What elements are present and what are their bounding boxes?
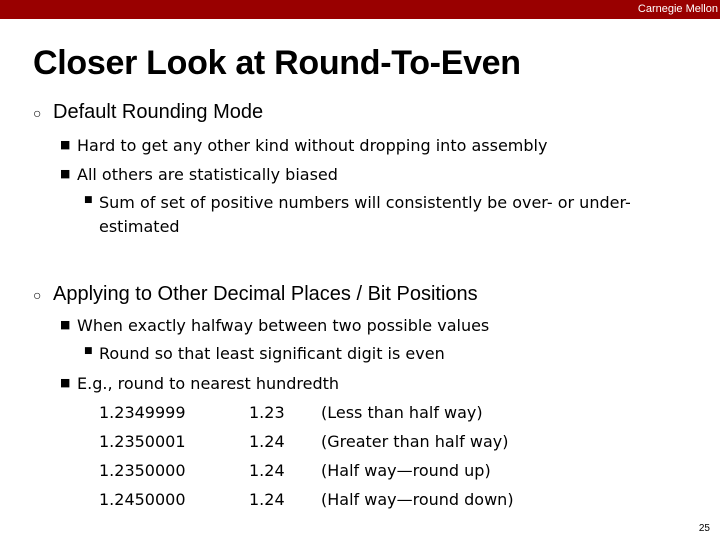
table-cell-note: (Greater than half way) — [321, 432, 509, 451]
hollow-circle-bullet-icon: ○ — [33, 287, 42, 303]
institution-name: Carnegie Mellon — [637, 3, 718, 15]
table-cell-note: (Half way—round up) — [321, 461, 491, 480]
table-cell-rounded: 1.24 — [249, 461, 285, 480]
square-bullet-icon: ■ — [60, 167, 71, 180]
page-number: 25 — [698, 523, 710, 534]
subsubbullet-text: Sum of set of positive numbers will consistently be over- or under-estimated — [99, 193, 631, 236]
subbullet-text: Hard to get any other kind without dropping into assembly — [77, 136, 548, 155]
table-cell-note: (Less than half way) — [321, 403, 483, 422]
subbullet-text: E.g., round to nearest hundredth — [77, 374, 340, 393]
square-bullet-icon: ■ — [60, 138, 71, 151]
table-cell-rounded: 1.23 — [249, 403, 285, 422]
subbullet-text: All others are statistically biased — [77, 165, 338, 184]
square-bullet-icon: ■ — [60, 318, 71, 331]
hollow-circle-bullet-icon: ○ — [33, 105, 42, 121]
header-bar — [0, 0, 720, 19]
bullet-text: Applying to Other Decimal Places / Bit Positions — [53, 283, 478, 305]
table-cell-note: (Half way—round down) — [321, 490, 514, 509]
slide-title: Closer Look at Round-To-Even — [33, 44, 521, 82]
square-bullet-icon: ■ — [60, 376, 71, 389]
small-square-bullet-icon: ■ — [84, 346, 93, 356]
table-cell-rounded: 1.24 — [249, 490, 285, 509]
table-cell-value: 1.2350000 — [99, 461, 186, 480]
bullet-text: Default Rounding Mode — [53, 101, 264, 123]
table-cell-rounded: 1.24 — [249, 432, 285, 451]
small-square-bullet-icon: ■ — [84, 195, 93, 205]
subsubbullet-text: Round so that least significant digit is even — [99, 344, 445, 363]
subbullet-text: When exactly halfway between two possible values — [77, 316, 490, 335]
table-cell-value: 1.2350001 — [99, 432, 186, 451]
table-cell-value: 1.2450000 — [99, 490, 186, 509]
table-cell-value: 1.2349999 — [99, 403, 186, 422]
